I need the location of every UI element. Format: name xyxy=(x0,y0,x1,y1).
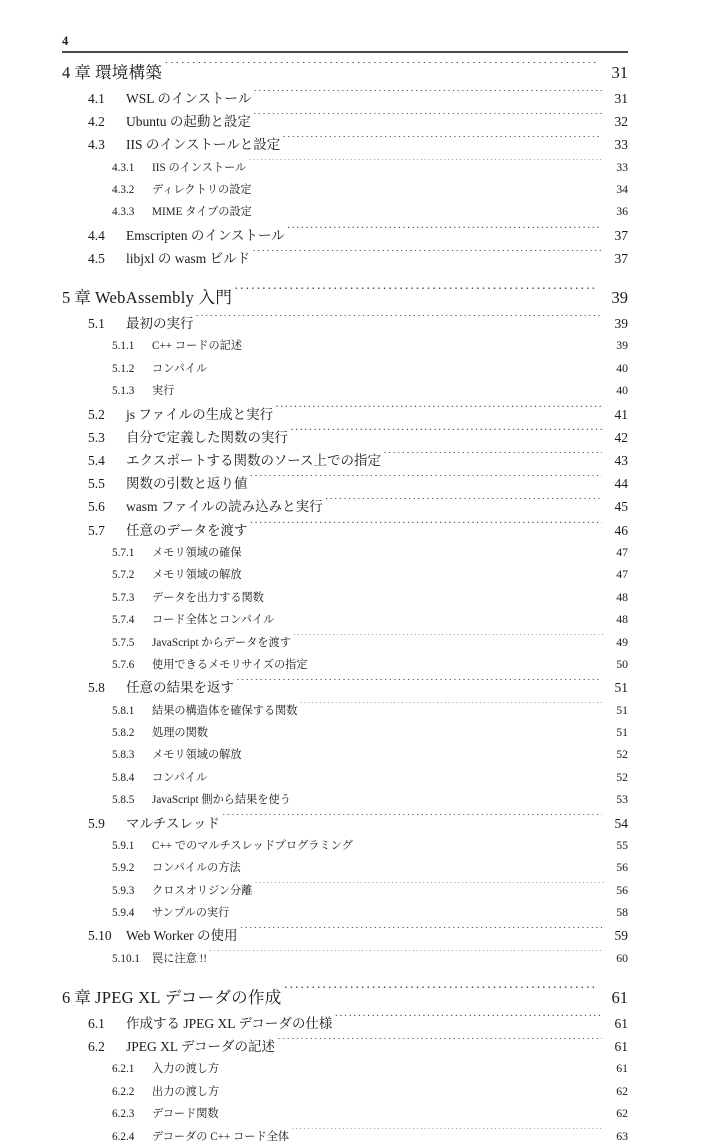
toc-entry-number: 5.8.4 xyxy=(112,771,135,784)
toc-entry-page-number: 53 xyxy=(616,792,628,807)
toc-entry-section[interactable] xyxy=(88,312,628,335)
toc-entry-page-number: 32 xyxy=(614,114,628,130)
toc-entry-sub[interactable] xyxy=(112,179,628,201)
toc-dot-leader xyxy=(275,405,602,419)
toc-entry-page-number: 44 xyxy=(614,476,628,492)
toc-entry-number: 5.7 xyxy=(88,522,105,538)
toc-dot-leader xyxy=(293,792,604,803)
toc-entry-number: 5.1 xyxy=(88,316,105,332)
toc-entry-page-number: 54 xyxy=(614,815,628,831)
toc-entry-title: 処理の関数 xyxy=(152,726,208,739)
toc-dot-leader xyxy=(221,1061,604,1072)
toc-entry-number: 4.3 xyxy=(88,137,105,153)
toc-dot-leader xyxy=(176,383,604,394)
toc-entry-page-number: 51 xyxy=(614,680,628,696)
toc-entry-section[interactable] xyxy=(88,812,628,835)
toc-entry-number: 5.5 xyxy=(88,476,105,492)
toc-dot-leader xyxy=(231,905,604,916)
toc-dot-leader xyxy=(334,1014,602,1028)
toc-entry-title: WebAssembly 入門 xyxy=(95,288,233,308)
toc-entry-page-number: 49 xyxy=(616,634,628,649)
toc-entry-title: メモリ領域の解放 xyxy=(152,749,242,762)
toc-entry-title: WSL のインストール xyxy=(126,91,252,106)
toc-entry-title: C++ でのマルチスレッドプログラミング xyxy=(152,839,353,852)
toc-entry-number: 6.1 xyxy=(88,1015,105,1031)
toc-entry-number: 4.2 xyxy=(88,114,105,130)
toc-entry-number: 4.3.3 xyxy=(112,206,135,219)
toc-entry-title: コンパイル xyxy=(152,771,208,784)
toc-entry-number: 5.6 xyxy=(88,499,105,515)
toc-entry-number: 5.8 xyxy=(88,680,105,696)
toc-entry-page-number: 61 xyxy=(614,1015,628,1031)
toc-entry-number: 5.9.3 xyxy=(112,884,135,897)
toc-entry-title: 入力の渡し方 xyxy=(152,1063,220,1076)
toc-dot-leader xyxy=(250,475,603,489)
toc-entry-page-number: 37 xyxy=(614,251,628,267)
toc-entry-page-number: 61 xyxy=(616,1061,628,1076)
toc-entry-page-number: 46 xyxy=(614,522,628,538)
toc-entry-number: 5.8.2 xyxy=(112,726,135,739)
toc-entry-chapter[interactable] xyxy=(62,60,628,87)
toc-entry-title: ディレクトリの設定 xyxy=(152,184,252,197)
toc-entry-section[interactable] xyxy=(88,133,628,156)
toc-entry-page-number: 62 xyxy=(616,1106,628,1121)
toc-entry-sub[interactable] xyxy=(112,789,628,811)
toc-entry-page-number: 40 xyxy=(616,383,628,398)
toc-entry-page-number: 51 xyxy=(616,724,628,739)
toc-entry-title: Emscripten のインストール xyxy=(126,227,285,243)
toc-dot-leader xyxy=(240,927,602,941)
toc-entry-title: 罠に注意 !! xyxy=(152,952,207,965)
toc-entry-page-number: 39 xyxy=(616,338,628,353)
toc-dot-leader xyxy=(293,634,604,645)
toc-entry-title: js ファイルの生成と実行 xyxy=(126,406,274,422)
toc-entry-section[interactable] xyxy=(88,224,628,247)
toc-entry-page-number: 63 xyxy=(616,1128,628,1143)
toc-entry-title: JavaScript からデータを渡す xyxy=(152,636,291,649)
toc-entry-page-number: 33 xyxy=(616,159,628,174)
toc-entry-sub[interactable] xyxy=(112,380,628,402)
toc-entry-title: 任意のデータを渡す xyxy=(126,522,248,538)
toc-entry-sub[interactable] xyxy=(112,902,628,924)
toc-dot-leader xyxy=(244,567,604,578)
toc-dot-leader xyxy=(244,338,604,349)
toc-dot-leader xyxy=(284,986,596,1003)
toc-entry-page-number: 52 xyxy=(616,747,628,762)
toc-entry-page-number: 41 xyxy=(614,406,628,422)
toc-dot-leader xyxy=(244,545,604,556)
toc-entry-title: サンプルの実行 xyxy=(152,906,230,919)
toc-dot-leader xyxy=(310,657,604,668)
toc-entry-title: コード全体とコンパイル xyxy=(152,614,275,627)
toc-entry-page-number: 62 xyxy=(616,1083,628,1098)
toc-dot-leader xyxy=(290,428,602,442)
toc-dot-leader xyxy=(164,62,596,79)
toc-entry-sub[interactable] xyxy=(112,700,628,722)
toc-entry-page-number: 60 xyxy=(616,950,628,965)
toc-entry-title: メモリ領域の確保 xyxy=(152,546,242,559)
toc-entry-title: C++ コードの記述 xyxy=(152,340,243,353)
toc-entry-number: 4.3.1 xyxy=(112,161,135,174)
toc-entry-number: 5.7.2 xyxy=(112,569,135,582)
toc-entry-title: クロスオリジン分離 xyxy=(152,884,253,897)
toc-entry-title: デコーダの C++ コード全体 xyxy=(152,1130,290,1143)
toc-entry-sub[interactable] xyxy=(112,632,628,654)
toc-entry-number: 5.9.1 xyxy=(112,839,135,852)
toc-entry-page-number: 45 xyxy=(614,499,628,515)
toc-entry-title: JPEG XL デコーダの記述 xyxy=(126,1039,275,1055)
table-of-contents xyxy=(0,60,725,1148)
toc-entry-number: 4.1 xyxy=(88,91,105,106)
toc-dot-leader xyxy=(221,1084,604,1095)
toc-entry-section[interactable] xyxy=(88,247,628,270)
toc-entry-page-number: 48 xyxy=(616,589,628,604)
page-number: 4 xyxy=(62,34,69,48)
toc-dot-leader xyxy=(236,679,602,693)
toc-entry-section[interactable] xyxy=(88,676,628,699)
toc-entry-title: 最初の実行 xyxy=(126,316,194,332)
toc-entry-title: 環境構築 xyxy=(95,63,163,82)
toc-entry-title: データを出力する関数 xyxy=(152,591,264,604)
toc-entry-number: 5.8.1 xyxy=(112,704,135,717)
toc-entry-page-number: 33 xyxy=(614,137,628,153)
toc-entry-number: 5.3 xyxy=(88,429,105,445)
page-header xyxy=(62,34,628,53)
toc-entry-number: 5.7.6 xyxy=(112,658,135,671)
toc-dot-leader xyxy=(355,838,604,849)
toc-entry-number: 5 章 xyxy=(62,288,91,308)
toc-dot-leader xyxy=(222,814,602,828)
toc-entry-page-number: 31 xyxy=(611,63,628,82)
toc-entry-page-number: 59 xyxy=(614,928,628,944)
toc-entry-page-number: 37 xyxy=(614,227,628,243)
toc-entry-page-number: 40 xyxy=(616,360,628,375)
toc-entry-sub[interactable] xyxy=(112,609,628,631)
toc-entry-section[interactable] xyxy=(88,495,628,518)
toc-dot-leader xyxy=(209,950,604,961)
toc-entry-page-number: 58 xyxy=(616,904,628,919)
toc-entry-title: MIME タイプの設定 xyxy=(152,206,252,219)
toc-entry-page-number: 39 xyxy=(611,288,628,308)
toc-entry-number: 5.1.1 xyxy=(112,340,135,353)
toc-entry-page-number: 47 xyxy=(616,544,628,559)
toc-entry-number: 6.2.3 xyxy=(112,1108,135,1121)
toc-entry-title: 自分で定義した関数の実行 xyxy=(126,429,288,445)
header-divider xyxy=(62,51,628,53)
toc-entry-number: 4.5 xyxy=(88,251,105,267)
toc-entry-page-number: 39 xyxy=(614,316,628,332)
toc-entry-sub[interactable] xyxy=(112,1058,628,1080)
toc-entry-page-number: 52 xyxy=(616,769,628,784)
toc-dot-leader xyxy=(221,1106,604,1117)
toc-entry-number: 5.7.3 xyxy=(112,591,135,604)
toc-entry-page-number: 36 xyxy=(616,204,628,219)
toc-entry-page-number: 55 xyxy=(616,837,628,852)
toc-entry-title: IIS のインストールと設定 xyxy=(126,137,281,153)
toc-entry-chapter[interactable] xyxy=(62,985,628,1012)
toc-entry-number: 5.10.1 xyxy=(112,952,140,965)
toc-entry-title: コンパイルの方法 xyxy=(152,862,241,875)
toc-dot-leader xyxy=(325,498,602,512)
toc-dot-leader xyxy=(250,521,603,535)
toc-entry-title: 出力の渡し方 xyxy=(152,1085,220,1098)
toc-entry-title: 関数の引数と返り値 xyxy=(126,476,248,492)
toc-entry-section[interactable] xyxy=(88,449,628,472)
toc-entry-sub[interactable] xyxy=(112,857,628,879)
toc-entry-title: IIS のインストール xyxy=(152,161,247,174)
toc-entry-sub[interactable] xyxy=(112,1103,628,1125)
toc-entry-sub[interactable] xyxy=(112,201,628,223)
toc-entry-title: デコード関数 xyxy=(152,1108,219,1121)
toc-entry-number: 4.3.2 xyxy=(112,184,135,197)
toc-entry-sub[interactable] xyxy=(112,542,628,564)
toc-dot-leader xyxy=(243,860,604,871)
toc-entry-page-number: 61 xyxy=(614,1039,628,1055)
toc-entry-number: 5.8.3 xyxy=(112,749,135,762)
toc-dot-leader xyxy=(254,204,604,215)
toc-entry-title: Web Worker の使用 xyxy=(126,928,238,944)
toc-entry-title: 使用できるメモリサイズの指定 xyxy=(152,658,308,671)
toc-entry-number: 6.2 xyxy=(88,1039,105,1055)
toc-entry-number: 5.9.2 xyxy=(112,862,135,875)
toc-entry-number: 6 章 xyxy=(62,987,91,1007)
toc-entry-number: 5.7.5 xyxy=(112,636,135,649)
toc-entry-sub[interactable] xyxy=(112,880,628,902)
toc-entry-title: JPEG XL デコーダの作成 xyxy=(95,987,282,1007)
toc-entry-number: 6.2.4 xyxy=(112,1130,135,1143)
toc-entry-sub[interactable] xyxy=(112,157,628,179)
toc-entry-title: JavaScript 側から結果を使う xyxy=(152,794,291,807)
toc-dot-leader xyxy=(244,747,604,758)
toc-entry-title: エクスポートする関数のソース上での指定 xyxy=(126,453,382,469)
toc-entry-page-number: 48 xyxy=(616,612,628,627)
toc-entry-page-number: 50 xyxy=(616,656,628,671)
toc-entry-page-number: 42 xyxy=(614,429,628,445)
toc-entry-number: 4 章 xyxy=(62,63,91,82)
toc-dot-leader xyxy=(196,315,603,329)
toc-entry-sub[interactable] xyxy=(112,744,628,766)
toc-dot-leader xyxy=(287,226,602,240)
toc-entry-sub[interactable] xyxy=(112,722,628,744)
toc-entry-sub[interactable] xyxy=(112,587,628,609)
toc-entry-number: 5.1.3 xyxy=(112,385,135,398)
toc-entry-sub[interactable] xyxy=(112,835,628,857)
toc-entry-sub[interactable] xyxy=(112,654,628,676)
toc-dot-leader xyxy=(282,136,602,150)
toc-dot-leader xyxy=(209,770,604,781)
toc-entry-number: 5.7.4 xyxy=(112,614,135,627)
toc-dot-leader xyxy=(277,1038,602,1052)
toc-entry-number: 6.2.2 xyxy=(112,1085,135,1098)
toc-dot-leader xyxy=(266,590,604,601)
toc-entry-number: 4.4 xyxy=(88,227,105,243)
toc-entry-sub[interactable] xyxy=(112,948,628,970)
toc-entry-page-number: 56 xyxy=(616,860,628,875)
toc-dot-leader xyxy=(276,612,604,623)
toc-entry-page-number: 34 xyxy=(616,182,628,197)
toc-entry-title: マルチスレッド xyxy=(126,815,220,831)
toc-entry-sub[interactable] xyxy=(112,767,628,789)
toc-dot-leader xyxy=(254,882,604,893)
toc-entry-number: 5.9.4 xyxy=(112,906,135,919)
toc-dot-leader xyxy=(253,113,602,127)
toc-entry-title: 作成する JPEG XL デコーダの仕様 xyxy=(126,1015,333,1031)
toc-entry-number: 5.2 xyxy=(88,406,105,422)
toc-dot-leader xyxy=(253,90,602,104)
toc-entry-page-number: 47 xyxy=(616,567,628,582)
toc-entry-section[interactable] xyxy=(88,403,628,426)
toc-dot-leader xyxy=(291,1128,604,1139)
toc-entry-number: 5.7.1 xyxy=(112,546,135,559)
toc-entry-sub[interactable] xyxy=(112,335,628,357)
toc-dot-leader xyxy=(254,182,604,193)
toc-dot-leader xyxy=(209,361,604,372)
toc-entry-number: 6.2.1 xyxy=(112,1063,135,1076)
toc-entry-sub[interactable] xyxy=(112,1126,628,1148)
toc-entry-section[interactable] xyxy=(88,87,628,110)
toc-entry-sub[interactable] xyxy=(112,564,628,586)
toc-dot-leader xyxy=(234,287,596,304)
toc-entry-title: wasm ファイルの読み込みと実行 xyxy=(126,499,323,515)
toc-entry-section[interactable] xyxy=(88,110,628,133)
toc-dot-leader xyxy=(252,250,602,264)
toc-entry-section[interactable] xyxy=(88,472,628,495)
toc-entry-number: 5.8.5 xyxy=(112,794,135,807)
toc-entry-section[interactable] xyxy=(88,519,628,542)
toc-entry-title: 結果の構造体を確保する関数 xyxy=(152,704,298,717)
toc-entry-chapter[interactable] xyxy=(62,285,628,312)
toc-entry-number: 5.4 xyxy=(88,453,105,469)
toc-entry-number: 5.1.2 xyxy=(112,362,135,375)
toc-entry-number: 5.9 xyxy=(88,815,105,831)
toc-entry-title: コンパイル xyxy=(152,362,208,375)
toc-entry-title: メモリ領域の解放 xyxy=(152,569,242,582)
toc-entry-section[interactable] xyxy=(88,924,628,947)
toc-entry-title: 実行 xyxy=(152,385,175,398)
toc-dot-leader xyxy=(248,159,604,170)
toc-entry-page-number: 51 xyxy=(616,702,628,717)
toc-dot-leader xyxy=(299,702,604,713)
toc-entry-sub[interactable] xyxy=(112,358,628,380)
toc-entry-page-number: 43 xyxy=(614,453,628,469)
toc-entry-title: 任意の結果を返す xyxy=(126,680,234,696)
toc-entry-sub[interactable] xyxy=(112,1081,628,1103)
toc-entry-section[interactable] xyxy=(88,1035,628,1058)
toc-entry-number: 5.10 xyxy=(88,928,112,944)
toc-dot-leader xyxy=(210,725,604,736)
toc-entry-title: libjxl の wasm ビルド xyxy=(126,251,251,267)
toc-entry-page-number: 61 xyxy=(611,987,628,1007)
toc-entry-page-number: 31 xyxy=(614,91,628,106)
toc-entry-title: Ubuntu の起動と設定 xyxy=(126,114,251,130)
toc-entry-page-number: 56 xyxy=(616,882,628,897)
toc-dot-leader xyxy=(383,452,602,466)
toc-entry-section[interactable] xyxy=(88,426,628,449)
